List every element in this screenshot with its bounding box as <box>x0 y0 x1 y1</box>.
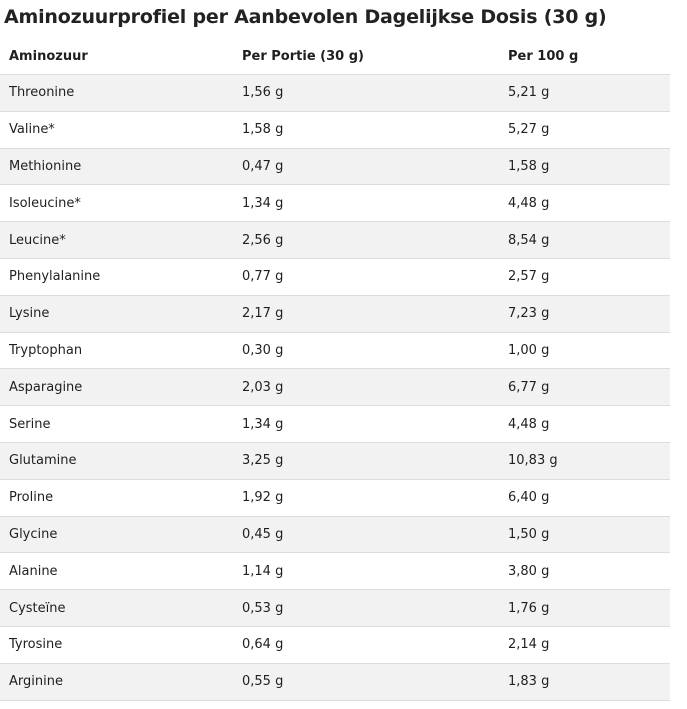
table-row <box>0 112 670 149</box>
amino-acid-cell: Glycine <box>9 526 58 542</box>
amino-acid-cell: Tryptophan <box>9 342 83 358</box>
table-row <box>0 627 670 664</box>
per-serving-cell: 1,34 g <box>242 416 284 432</box>
per-100g-cell: 1,00 g <box>508 342 550 358</box>
per-serving-cell: 0,55 g <box>242 674 284 690</box>
table-row <box>0 333 670 370</box>
per-100g-cell: 7,23 g <box>508 306 550 322</box>
table-row <box>0 590 670 627</box>
header-per-serving: Per Portie (30 g) <box>242 48 364 64</box>
table-row <box>0 369 670 406</box>
per-serving-cell: 0,53 g <box>242 600 284 616</box>
per-serving-cell: 0,64 g <box>242 637 284 653</box>
table-row <box>0 259 670 296</box>
table-row <box>0 406 670 443</box>
per-serving-cell: 1,58 g <box>242 122 284 138</box>
per-100g-cell: 5,21 g <box>508 85 550 101</box>
per-100g-cell: 3,80 g <box>508 563 550 579</box>
amino-acid-cell: Valine* <box>9 122 55 138</box>
table-row <box>0 185 670 222</box>
per-100g-cell: 1,83 g <box>508 674 550 690</box>
per-100g-cell: 2,14 g <box>508 637 550 653</box>
per-100g-cell: 8,54 g <box>508 232 550 248</box>
per-serving-cell: 2,17 g <box>242 306 284 322</box>
table-row <box>0 222 670 259</box>
per-serving-cell: 0,45 g <box>242 526 284 542</box>
per-serving-cell: 1,34 g <box>242 195 284 211</box>
per-100g-cell: 6,77 g <box>508 379 550 395</box>
header-per-100g: Per 100 g <box>508 48 579 64</box>
table-row <box>0 296 670 333</box>
per-100g-cell: 6,40 g <box>508 490 550 506</box>
amino-acid-cell: Proline <box>9 490 54 506</box>
per-serving-cell: 2,56 g <box>242 232 284 248</box>
table-body <box>0 75 670 701</box>
amino-acid-cell: Asparagine <box>9 379 83 395</box>
table-row <box>0 664 670 701</box>
per-100g-cell: 2,57 g <box>508 269 550 285</box>
per-serving-cell: 0,47 g <box>242 158 284 174</box>
table-title: Aminozuurprofiel per Aanbevolen Dagelijkse Dosis (30 g) <box>4 6 607 28</box>
per-serving-cell: 3,25 g <box>242 453 284 469</box>
table-row <box>0 517 670 554</box>
per-100g-cell: 1,58 g <box>508 158 550 174</box>
per-100g-cell: 10,83 g <box>508 453 558 469</box>
table-row <box>0 480 670 517</box>
per-100g-cell: 1,50 g <box>508 526 550 542</box>
table-row <box>0 443 670 480</box>
amino-acid-cell: Tyrosine <box>9 637 63 653</box>
header-amino-acid: Aminozuur <box>9 48 88 64</box>
amino-acid-cell: Methionine <box>9 158 82 174</box>
amino-acid-cell: Threonine <box>9 85 75 101</box>
per-100g-cell: 4,48 g <box>508 416 550 432</box>
amino-acid-cell: Lysine <box>9 306 50 322</box>
amino-acid-cell: Serine <box>9 416 51 432</box>
per-serving-cell: 1,56 g <box>242 85 284 101</box>
amino-acid-cell: Cysteïne <box>9 600 66 616</box>
per-serving-cell: 0,30 g <box>242 342 284 358</box>
per-serving-cell: 1,92 g <box>242 490 284 506</box>
table-row <box>0 553 670 590</box>
amino-acid-cell: Leucine* <box>9 232 66 248</box>
amino-acid-cell: Isoleucine* <box>9 195 81 211</box>
amino-acid-cell: Phenylalanine <box>9 269 101 285</box>
per-100g-cell: 4,48 g <box>508 195 550 211</box>
per-100g-cell: 5,27 g <box>508 122 550 138</box>
amino-acid-table <box>0 38 670 701</box>
table-row <box>0 75 670 112</box>
amino-acid-cell: Alanine <box>9 563 58 579</box>
amino-acid-cell: Arginine <box>9 674 63 690</box>
per-serving-cell: 0,77 g <box>242 269 284 285</box>
amino-acid-cell: Glutamine <box>9 453 77 469</box>
table-row <box>0 149 670 186</box>
per-100g-cell: 1,76 g <box>508 600 550 616</box>
table-header-row <box>0 38 670 75</box>
per-serving-cell: 1,14 g <box>242 563 284 579</box>
per-serving-cell: 2,03 g <box>242 379 284 395</box>
